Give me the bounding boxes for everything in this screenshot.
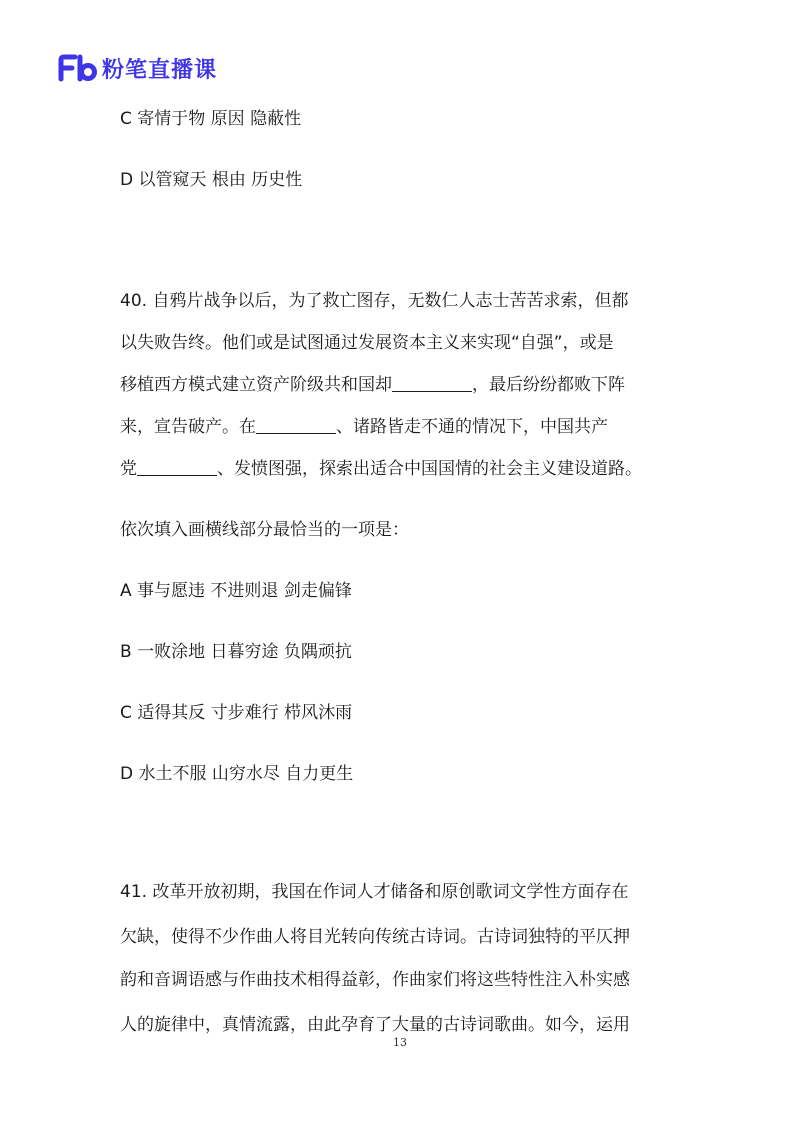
q40-option-d: D 水土不服 山穷水尽 自力更生 bbox=[120, 764, 354, 784]
q39-option-c: C 寄情于物 原因 隐蔽性 bbox=[120, 109, 302, 129]
q41-stem-line-4: 人的旋律中，真情流露，由此孕育了大量的古诗词歌曲。如今，运用 bbox=[120, 1015, 630, 1035]
q41-stem-line-1: 41. 改革开放初期，我国在作词人才储备和原创歌词文学性方面存在 bbox=[120, 882, 629, 902]
q40-line-5-part-a: 党 bbox=[120, 459, 137, 479]
fill-blank-2 bbox=[256, 415, 336, 434]
q40-line-5-part-b: 、发愤图强，探索出适合中国国情的社会主义建设道路。 bbox=[217, 459, 642, 479]
q41-stem-line-2: 欠缺，使得不少作曲人将目光转向传统古诗词。古诗词独特的平仄押 bbox=[120, 927, 630, 947]
page-number: 13 bbox=[393, 1036, 407, 1049]
q40-line-3-part-a: 移植西方模式建立资产阶级共和国却 bbox=[120, 375, 392, 395]
q40-option-a: A 事与愿违 不进则退 剑走偏锋 bbox=[120, 581, 352, 601]
q40-option-c: C 适得其反 寸步难行 栉风沐雨 bbox=[120, 703, 353, 723]
brand-name: 粉笔直播课 bbox=[102, 57, 218, 83]
fill-blank-1 bbox=[392, 373, 472, 392]
q39-option-d: D 以管窥天 根由 历史性 bbox=[120, 170, 303, 190]
q41-stem-line-3: 韵和音调语感与作曲技术相得益彰，作曲家们将这些特性注入朴实感 bbox=[120, 970, 630, 990]
q40-stem-line-2: 以失败告终。他们或是试图通过发展资本主义来实现“自强”，或是 bbox=[120, 333, 614, 353]
q40-stem-line-5 bbox=[120, 457, 642, 481]
q40-stem-line-3 bbox=[120, 373, 625, 397]
q40-option-b: B 一败涂地 日暮穷途 负隅顽抗 bbox=[120, 642, 352, 662]
fb-logo-icon bbox=[58, 54, 98, 82]
q40-stem-line-1: 40. 自鸦片战争以后，为了救亡图存，无数仁人志士苦苦求索，但都 bbox=[120, 291, 629, 311]
q40-prompt: 依次填入画横线部分最恰当的一项是： bbox=[120, 520, 409, 540]
brand-header bbox=[58, 52, 217, 84]
q40-line-3-part-b: ，最后纷纷都败下阵 bbox=[472, 375, 625, 395]
q40-line-4-part-a: 来，宣告破产。在 bbox=[120, 417, 256, 437]
fill-blank-3 bbox=[137, 457, 217, 476]
q40-stem-line-4 bbox=[120, 415, 608, 439]
q40-line-4-part-b: 、诸路皆走不通的情况下，中国共产 bbox=[336, 417, 608, 437]
